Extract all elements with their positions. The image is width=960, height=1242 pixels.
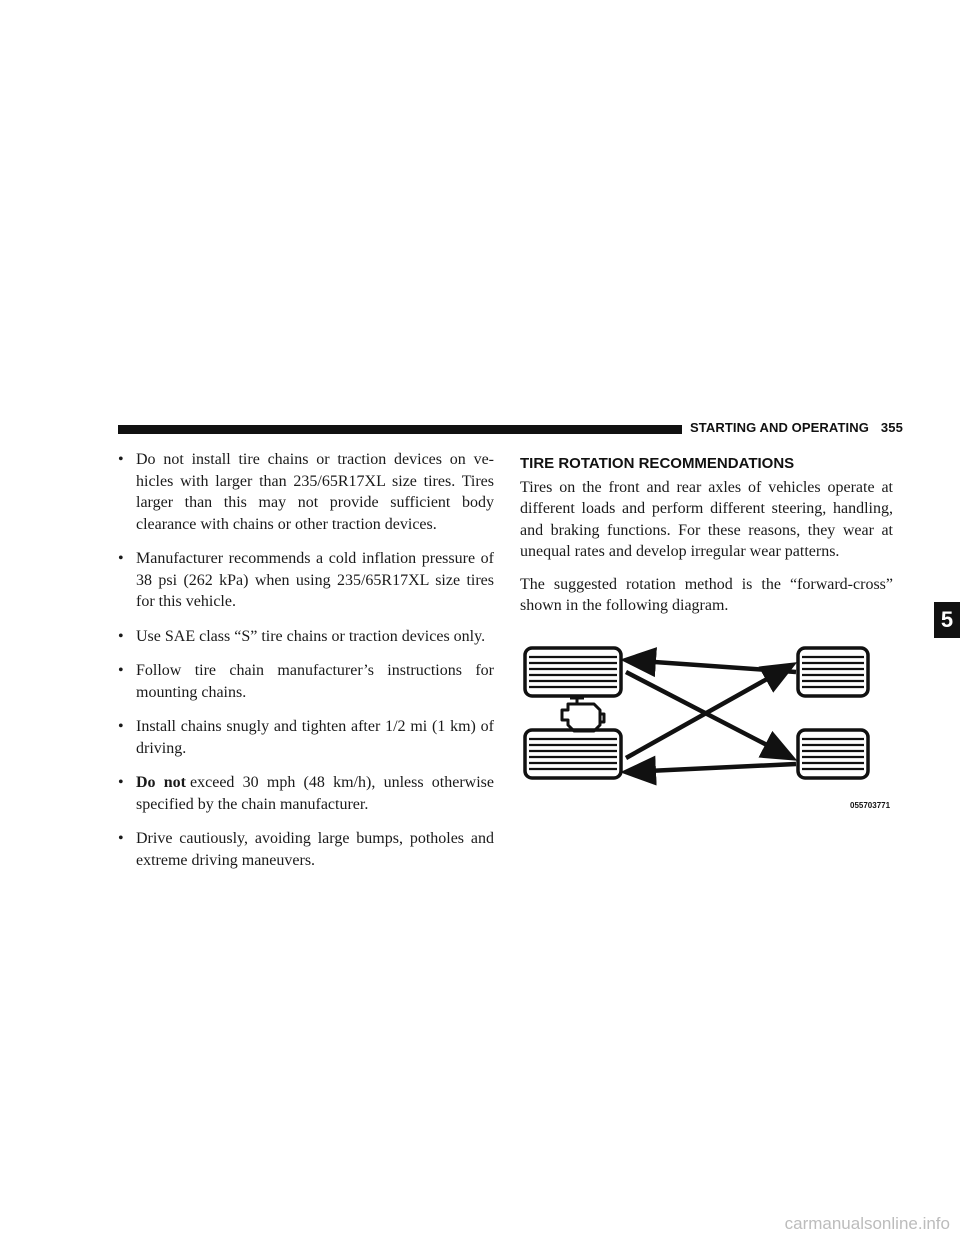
tire-chain-bullet-list bbox=[118, 449, 494, 871]
body-paragraph: Tires on the front and rear axles of vehicles operate at different loads and perform different steering, handling, and braking functions. For these reasons, they wear at unequal rates and develop irregular wear patterns. bbox=[520, 478, 893, 560]
bullet-item: • Follow tire chain manufacturer’s instructions for mounting chains. bbox=[118, 660, 494, 703]
header-rule bbox=[118, 425, 682, 434]
engine-icon bbox=[562, 698, 604, 731]
left-column bbox=[118, 449, 494, 884]
tire-front-right bbox=[798, 648, 868, 696]
tire-front-left bbox=[525, 648, 621, 696]
body-paragraph: The suggested rotation method is the “forward-cross” shown in the following diagram. bbox=[520, 575, 893, 614]
bullet-item: • Do not install tire chains or traction devices on ve-hicles with larger than 235/65R17XL size tires. Tires larger than this may not provide sufficient body clearance with chains or other traction devices. bbox=[118, 449, 494, 535]
watermark: carmanualsonline.info bbox=[784, 1214, 950, 1233]
bullet-item: • Install chains snugly and tighten after 1/2 mi (1 km) of driving. bbox=[118, 716, 494, 759]
chapter-tab: 5 bbox=[934, 602, 960, 638]
bullet-item: • Use SAE class “S” tire chains or traction devices only. bbox=[118, 626, 494, 648]
tire-rotation-diagram bbox=[520, 630, 900, 820]
arrow-front-right-to-front-left bbox=[626, 660, 796, 672]
bullet-item: • Drive cautiously, avoiding large bumps, potholes and extreme driving maneuvers. bbox=[118, 828, 494, 871]
bullet-item: • Do not exceed 30 mph (48 km/h), unless otherwise specified by the chain manufacturer. bbox=[118, 772, 494, 815]
header-section-title: STARTING AND OPERATING bbox=[690, 420, 869, 435]
bullet-emphasis: Do not bbox=[136, 774, 187, 791]
tire-rear-left bbox=[525, 730, 621, 778]
arrow-rear-right-to-rear-left bbox=[626, 764, 796, 772]
tire-rear-right bbox=[798, 730, 868, 778]
figure-id: 055703771 bbox=[850, 801, 891, 810]
page-number: 355 bbox=[880, 420, 903, 435]
section-heading: TIRE ROTATION RECOMMENDATIONS bbox=[520, 455, 795, 472]
right-column bbox=[520, 449, 893, 628]
running-header bbox=[690, 420, 910, 435]
rotation-arrows bbox=[626, 660, 796, 772]
bullet-item: • Manufacturer recommends a cold inflation pressure of 38 psi (262 kPa) when using 235/65R17XL size tires for this vehicle. bbox=[118, 548, 494, 613]
